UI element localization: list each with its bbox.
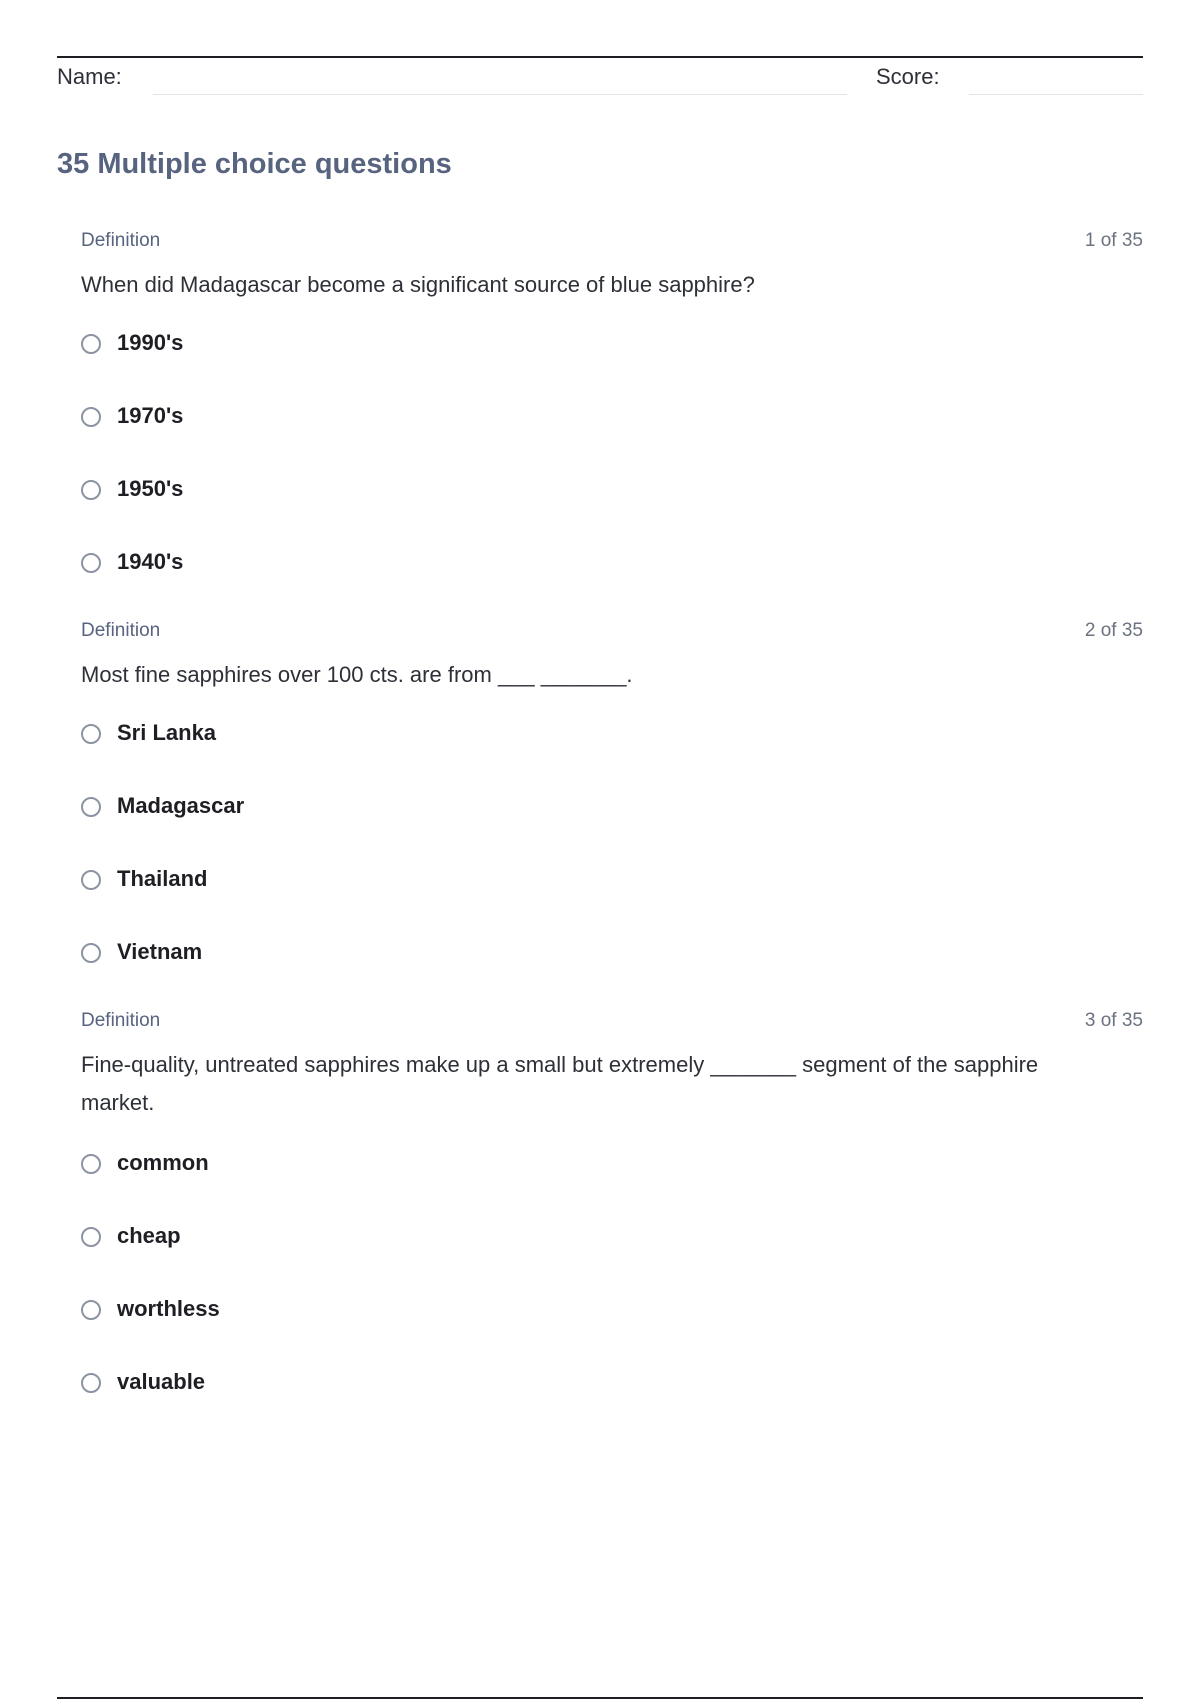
option-label: 1970's xyxy=(117,403,184,428)
bottom-divider xyxy=(57,1697,1143,1699)
answer-option[interactable] xyxy=(81,862,681,902)
quiz-page xyxy=(57,0,1143,1700)
answer-option[interactable] xyxy=(81,1365,681,1405)
radio-circle-icon[interactable] xyxy=(81,870,101,890)
option-label: 1940's xyxy=(117,549,184,574)
section-title: 35 Multiple choice questions xyxy=(57,148,452,180)
radio-circle-icon[interactable] xyxy=(81,334,101,354)
question-text: When did Madagascar become a significant source of blue sapphire? xyxy=(81,272,755,297)
option-label: Madagascar xyxy=(117,793,245,818)
question-text: Most fine sapphires over 100 cts. are from ___ _______. xyxy=(81,662,633,687)
option-label: 1950's xyxy=(117,476,184,501)
question-text: Fine-quality, untreated sapphires make up a small but extremely _______ segment of the sapphire market. xyxy=(81,1052,1039,1115)
option-label: Sri Lanka xyxy=(117,720,217,745)
score-label: Score: xyxy=(876,64,940,89)
answer-option[interactable] xyxy=(81,545,681,585)
answer-option[interactable] xyxy=(81,1146,681,1186)
answer-option[interactable] xyxy=(81,1292,681,1332)
question-type-label: Definition xyxy=(81,620,161,641)
question-counter: 1 of 35 xyxy=(1084,230,1143,251)
question-counter: 3 of 35 xyxy=(1084,1010,1143,1031)
option-label: Vietnam xyxy=(117,939,203,964)
radio-circle-icon[interactable] xyxy=(81,1227,101,1247)
question-type-label: Definition xyxy=(81,1010,161,1031)
score-field[interactable] xyxy=(969,94,1143,95)
radio-circle-icon[interactable] xyxy=(81,407,101,427)
radio-circle-icon[interactable] xyxy=(81,797,101,817)
name-field[interactable] xyxy=(153,94,847,95)
answer-option[interactable] xyxy=(81,326,681,366)
radio-circle-icon[interactable] xyxy=(81,1300,101,1320)
radio-circle-icon[interactable] xyxy=(81,724,101,744)
question-type-label: Definition xyxy=(81,230,161,251)
answer-option[interactable] xyxy=(81,789,681,829)
option-label: Thailand xyxy=(117,866,208,891)
radio-circle-icon[interactable] xyxy=(81,1373,101,1393)
header-row xyxy=(57,58,1143,98)
answer-option[interactable] xyxy=(81,716,681,756)
option-label: cheap xyxy=(117,1223,181,1248)
question-counter: 2 of 35 xyxy=(1084,620,1143,641)
answer-option[interactable] xyxy=(81,472,681,512)
answer-option[interactable] xyxy=(81,1219,681,1259)
radio-circle-icon[interactable] xyxy=(81,553,101,573)
radio-circle-icon[interactable] xyxy=(81,943,101,963)
answer-option[interactable] xyxy=(81,399,681,439)
radio-circle-icon[interactable] xyxy=(81,1154,101,1174)
option-label: common xyxy=(117,1150,209,1175)
answer-option[interactable] xyxy=(81,935,681,975)
option-label: 1990's xyxy=(117,330,184,355)
option-label: worthless xyxy=(117,1296,220,1321)
name-label: Name: xyxy=(57,64,122,89)
radio-circle-icon[interactable] xyxy=(81,480,101,500)
option-label: valuable xyxy=(117,1369,206,1394)
